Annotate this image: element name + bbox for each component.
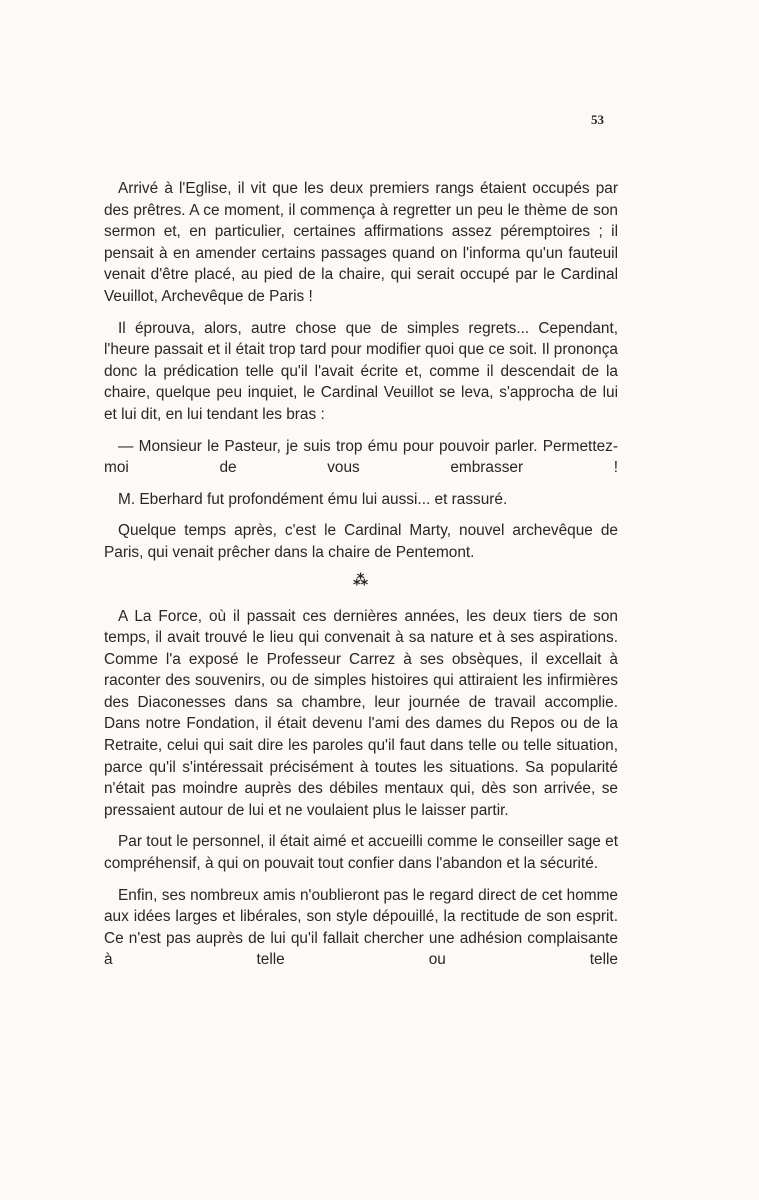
page-number: 53 <box>591 112 604 127</box>
paragraph-5: Quelque temps après, c'est le Cardinal Marty, nouvel archevêque de Paris, qui venait prêcher dans la chaire de Pentemont. <box>104 522 618 561</box>
body-text <box>104 178 618 981</box>
paragraph-3: — Monsieur le Pasteur, je suis trop ému pour pouvoir parler. Permettez-moi de vous embrasser ! <box>104 437 618 477</box>
paragraph-1: Arrivé à l'Eglise, il vit que les deux premiers rangs étaient occupés par des prêtres. A ce moment, il commença à regretter un peu le thème de son sermon et, en particulier, certaines affirmations assez péremptoires ; il pensait à en amender certains passages quand on l'informa qu'un fauteuil venait d'être placé, au pied de la chaire, qui serait occupé par le Cardinal Veuillot, Archevêque de Paris ! <box>104 180 618 305</box>
paragraph-4: M. Eberhard fut profondément ému lui aussi... et rassuré. <box>118 490 508 508</box>
section-separator: ⁂ <box>352 571 370 589</box>
paragraph-7: Par tout le personnel, il était aimé et accueilli comme le conseiller sage et compréhensif, à qui on pouvait tout confier dans l'abandon et la sécurité. <box>104 833 618 873</box>
paragraph-8: Enfin, ses nombreux amis n'oublieront pas le regard direct de cet homme aux idées larges et libérales, son style dépouillé, la rectitude de son esprit. Ce n'est pas auprès de lui qu'il fallait chercher une adhésion complaisante à telle ou telle <box>104 886 618 969</box>
paragraph-2: Il éprouva, alors, autre chose que de simples regrets... Cependant, l'heure passait et il était trop tard pour modifier quoi que ce soit. Il prononça donc la prédication telle qu'il l'avait écrite et, comme il descendait de la chaire, quelque peu inquiet, le Cardinal Veuillot se leva, s'approcha de lui et lui dit, en lui tendant les bras : <box>104 319 618 423</box>
paragraph-6: A La Force, où il passait ces dernières années, les deux tiers de son temps, il avait trouvé le lieu qui convenait à sa nature et à ses aspirations. Comme l'a exposé le Professeur Carrez à ses obsèques, il excellait à raconter des souvenirs, ou de simples histoires qui attiraient les infirmières des Diaconesses dans sa chambre, leur journée de travail accomplie. Dans notre Fondation, il était devenu l'ami des dames du Repos ou de la Retraite, celui qui sait dire les paroles qu'il faut dans telle ou telle situation, parce qu'il s'intéressait précisément à toutes les situations. Sa popularité n'était pas moindre auprès des débiles mentaux qui, dès son arrivée, se pressaient autour de lui et ne voulaient plus le laisser partir. <box>104 607 618 819</box>
